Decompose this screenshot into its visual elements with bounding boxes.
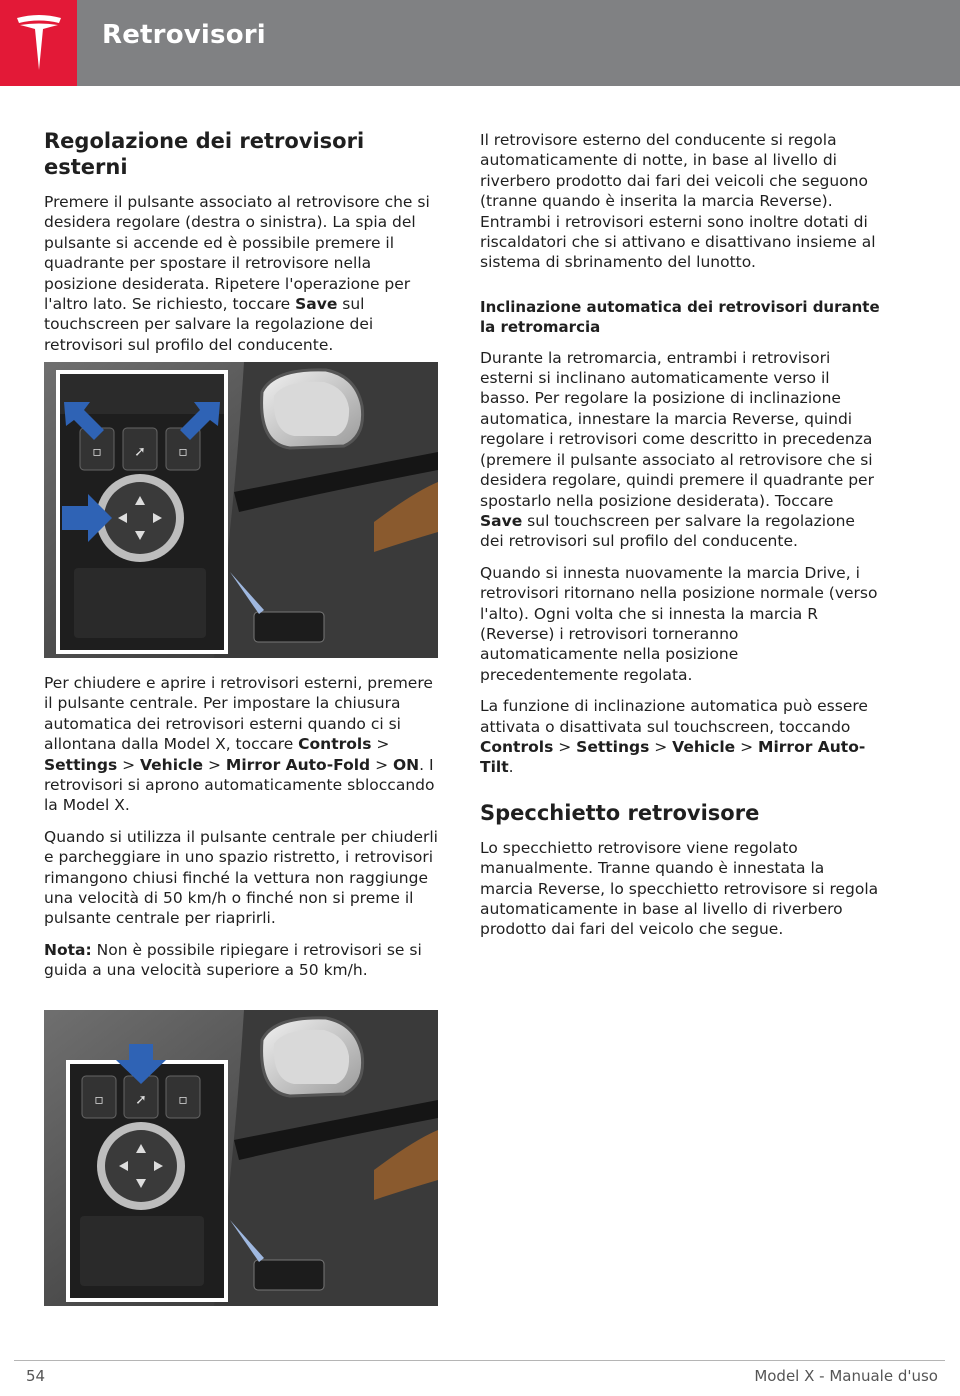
subheading-auto-tilt: Inclinazione automatica dei retrovisori durante la retromarcia: [480, 297, 880, 337]
paragraph-tilt-toggle: [480, 696, 880, 778]
separator: >: [370, 755, 393, 774]
text: sul touchscreen per salvare la regolazione dei retrovisori sul profilo del conducente.: [480, 511, 855, 551]
left-column: [44, 128, 439, 366]
text: Per chiudere e aprire i retrovisori esterni, premere il pulsante centrale. Per impostare la chiusura automatica dei retrovisori esterni quando ci si allontana dalla Model X, toccare: [44, 674, 433, 754]
manual-name: Model X - Manuale d'uso: [754, 1367, 938, 1385]
text: .: [508, 758, 514, 777]
left-column-continued: [44, 673, 439, 992]
svg-text:➚: ➚: [134, 444, 146, 460]
footer-divider: [14, 1360, 945, 1361]
mirror-fold-illustration: [44, 1010, 438, 1306]
separator: >: [553, 737, 577, 756]
paragraph-fold-mirrors: [44, 673, 439, 816]
paragraph-parking-fold: Quando si utilizza il pulsante centrale per chiuderli e parcheggiare in uno spazio ristretto, i retrovisori rimangono chiusi finché la vettura non raggiunge una velocità di 50 km/h o finché non si preme il pulsante centrale per riaprirli.: [44, 827, 438, 928]
brand-logo: [0, 0, 77, 86]
text: . I retrovisori si aprono automaticamente sbloccando la Model X.: [44, 755, 435, 815]
section-heading-exterior-mirrors: Regolazione dei retrovisori esterni: [44, 129, 365, 179]
separator: >: [371, 735, 390, 754]
separator: >: [649, 737, 673, 756]
note: [44, 940, 439, 981]
note-label: Nota:: [44, 940, 92, 959]
controls-term: Controls: [480, 737, 554, 756]
separator: >: [117, 755, 141, 774]
mirror-controls-illustration: [44, 362, 438, 658]
tesla-logo-icon: [14, 14, 64, 72]
svg-text:➚: ➚: [135, 1092, 147, 1108]
mirror-auto-tilt-term: Mirror Auto-Tilt: [480, 737, 866, 777]
text: Durante la retromarcia, entrambi i retrovisori esterni si inclinano automaticamente verso il basso. Per regolare la posizione di inclinazione automatica, innestare la marcia Reverse, quindi regolare i retrovisori come descritto in precedenza (premere il pulsante associato al retrovisore che si desidera regolare, quindi premere il quadrante per spostarlo nella posizione desiderata). Toccare: [480, 348, 874, 510]
section-heading-rearview-mirror: Specchietto retrovisore: [480, 800, 760, 825]
text: La funzione di inclinazione automatica può essere attivata o disattivata sul touchscreen, toccando: [480, 697, 868, 736]
note-text: Non è possibile ripiegare i retrovisori se si guida a una velocità superiore a 50 km/h.: [44, 940, 422, 980]
page-title: Retrovisori: [102, 20, 266, 50]
right-column: [480, 130, 880, 951]
svg-text:▫: ▫: [92, 444, 102, 460]
figure-mirror-adjust-controls: [44, 362, 438, 658]
save-term: Save: [295, 295, 338, 314]
separator: >: [203, 755, 226, 774]
mirror-auto-fold-term: Mirror Auto-Fold: [225, 755, 371, 774]
svg-text:▫: ▫: [94, 1092, 104, 1108]
paragraph-auto-dimming: Il retrovisore esterno del conducente si regola automaticamente di notte, in base al livello di riverbero prodotto dai fari dei veicoli che seguono (tranne quando è inserita la marcia Reverse). Entrambi i retrovisori esterni sono inoltre dotati di riscaldatori che si attivano e disattivano insieme al sistema di sbrinamento del lunotto.: [480, 131, 876, 272]
text: Premere il pulsante associato al retrovisore che si desidera regolare (destra o sinistra). La spia del pulsante si accende ed è possibile premere il quadrante per spostare il retrovisore nella posizione desiderata. Ripetere l'operazione per l'altro lato. Se richiesto, toccare: [44, 193, 430, 314]
vehicle-term: Vehicle: [672, 737, 736, 756]
save-term: Save: [480, 511, 523, 530]
svg-text:▫: ▫: [178, 444, 188, 460]
paragraph-auto-tilt: [480, 348, 880, 552]
controls-term: Controls: [298, 735, 372, 754]
text: sul touchscreen per salvare la regolazione dei retrovisori sul profilo del conducente.: [44, 295, 374, 354]
page-header: [0, 0, 960, 86]
svg-text:▫: ▫: [178, 1092, 188, 1108]
page-number: 54: [26, 1367, 46, 1385]
paragraph-rearview-mirror: Lo specchietto retrovisore viene regolato manualmente. Tranne quando è innestata la marcia Reverse, lo specchietto retrovisore si regola automaticamente in base al livello di riverbero prodotto dai fari del veicolo che segue.: [480, 838, 879, 939]
on-term: ON: [393, 755, 420, 774]
figure-mirror-fold-button: [44, 1010, 438, 1306]
vehicle-term: Vehicle: [140, 755, 204, 774]
settings-term: Settings: [576, 737, 650, 756]
separator: >: [735, 737, 759, 756]
settings-term: Settings: [44, 755, 118, 774]
paragraph-adjust-mirrors: [44, 192, 439, 355]
paragraph-drive-return: Quando si innesta nuovamente la marcia Drive, i retrovisori ritornano nella posizione normale (verso l'alto). Ogni volta che si innesta la marcia R (Reverse) i retrovisori torneranno automaticamente nella posizione precedentemente regolata.: [480, 563, 878, 684]
